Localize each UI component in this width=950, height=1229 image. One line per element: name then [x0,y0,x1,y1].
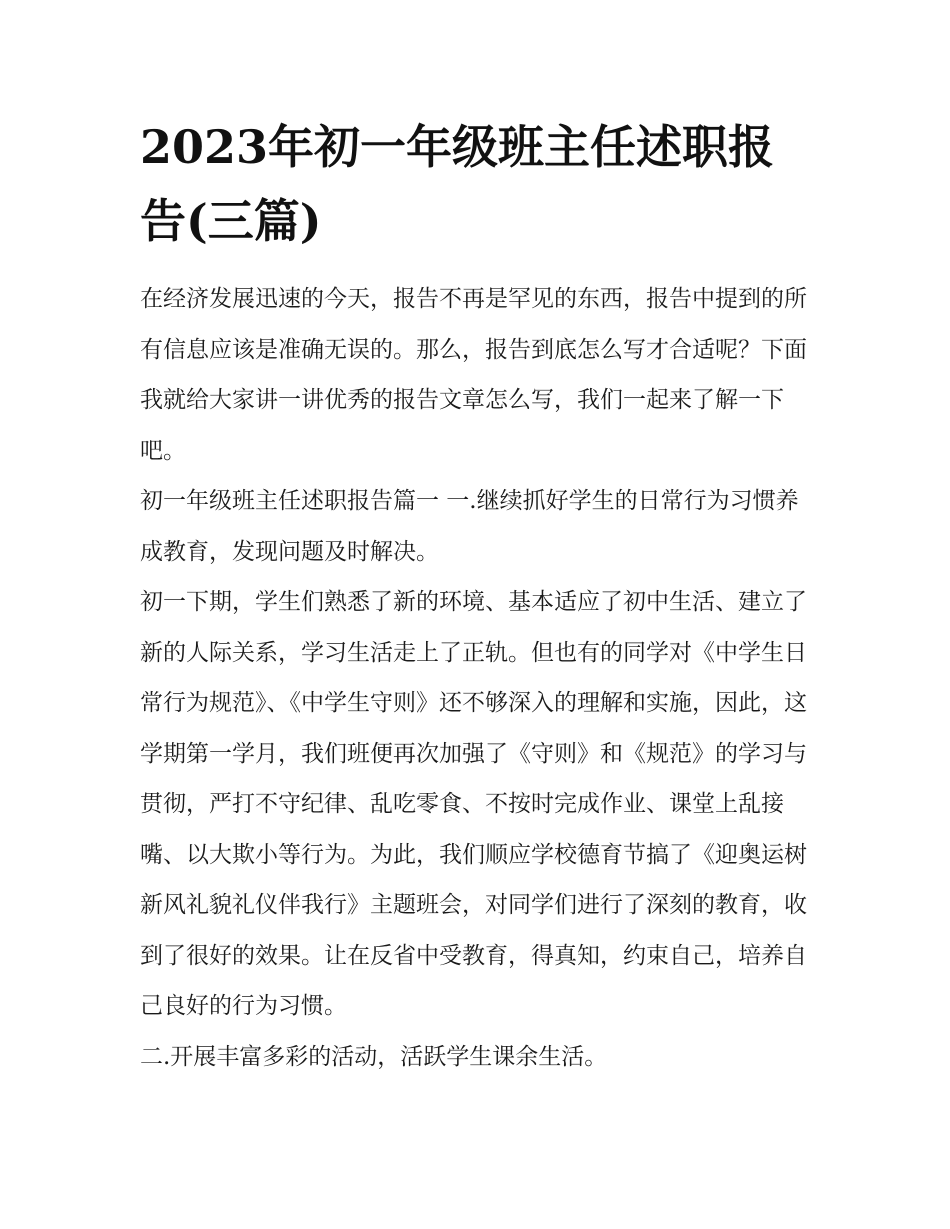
paragraph-section-heading-1: 初一年级班主任述职报告篇一 一.继续抓好学生的日常行为习惯养成教育，发现问题及时解决。 [140,488,799,565]
paragraph-section-body-1: 初一下期，学生们熟悉了新的环境、基本适应了初中生活、建立了新的人际关系，学习生活走上了正轨。但也有的同学对《中学生日常行为规范》、《中学生守则》还不够深入的理解和实施，因此，这学期第一学月，我们班便再次加强了《守则》和《规范》的学习与贯彻，严打不守纪律、乱吃零食、不按时完成作业、课堂上乱接嘴、以大欺小等行为。为此，我们顺应学校德育节搞了《迎奥运树新风礼貌礼仪伴我行》主题班会，对同学们进行了深刻的教育，收到了很好的效果。让在反省中受教育，得真知，约束自己，培养自己良好的行为习惯。 [140,589,807,1019]
document-body [140,274,812,1082]
paragraph-section-heading-2: 二.开展丰富多彩的活动，活跃学生课余生活。 [140,1043,608,1070]
paragraph-intro: 在经济发展迅速的今天，报告不再是罕见的东西，报告中提到的所有信息应该是准确无误的。那么，报告到底怎么写才合适呢？下面我就给大家讲一讲优秀的报告文章怎么写，我们一起来了解一下吧。 [140,286,807,464]
document-page [140,110,812,1082]
document-title: 2023年初一年级班主任述职报告(三篇) [140,120,775,248]
